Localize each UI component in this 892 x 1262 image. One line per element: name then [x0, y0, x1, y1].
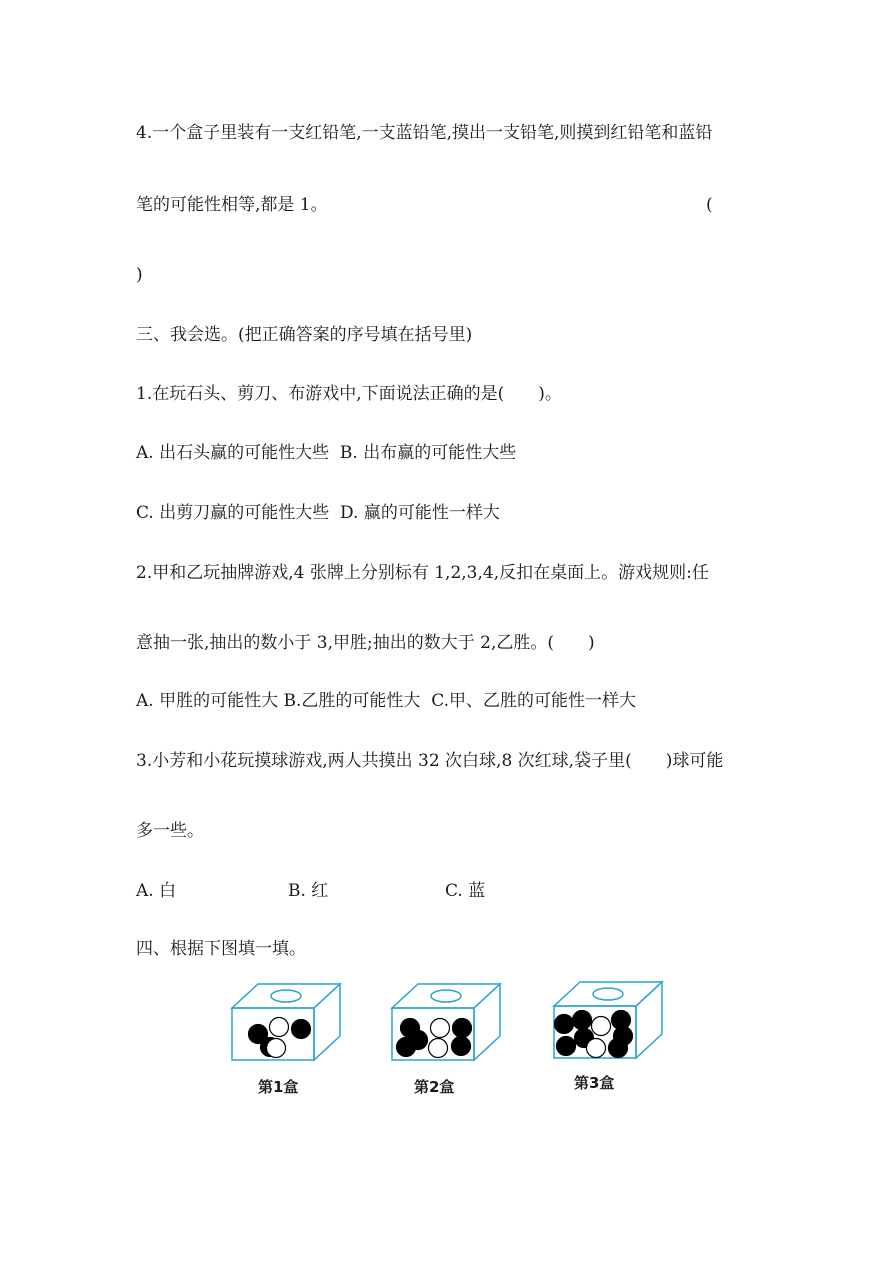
box-2-hole — [431, 990, 461, 1002]
ball-white — [592, 1017, 611, 1036]
box-2-caption: 第2盒 — [414, 1078, 455, 1096]
s3-q2-stem-line1: 2.甲和乙玩抽牌游戏,4 张牌上分别标有 1,2,3,4,反扣在桌面上。游戏规则:任 — [136, 563, 709, 583]
s3-q3-option-b: B. 红 — [288, 881, 329, 901]
box-figure-svg — [226, 978, 676, 1078]
box-figure — [226, 978, 676, 1096]
s3-q2-stem-line2: 意抽一张,抽出的数小于 3,甲胜;抽出的数大于 2,乙胜。( ) — [136, 633, 595, 653]
box-3-balls — [555, 1011, 633, 1058]
box-2-balls — [397, 1019, 472, 1058]
ball-black — [452, 1037, 471, 1056]
s3-q3-stem-line2: 多一些。 — [136, 821, 204, 841]
ball-black — [453, 1019, 472, 1038]
s3-q2-options: A. 甲胜的可能性大 B.乙胜的可能性大 C.甲、乙胜的可能性一样大 — [136, 691, 636, 711]
ball-black — [573, 1011, 592, 1030]
s3-q3-stem-line1: 3.小芳和小花玩摸球游戏,两人共摸出 32 次白球,8 次红球,袋子里( )球可能 — [136, 751, 724, 771]
ball-black — [555, 1015, 574, 1034]
ball-black — [557, 1037, 576, 1056]
ball-black — [397, 1038, 416, 1057]
box-2-top-face — [392, 984, 500, 1008]
section3-heading: 三、我会选。(把正确答案的序号填在括号里) — [136, 325, 473, 345]
ball-white — [431, 1019, 450, 1038]
s3-q3-option-c: C. 蓝 — [445, 881, 486, 901]
ball-white — [429, 1039, 448, 1058]
ball-black — [292, 1020, 311, 1039]
box-3-hole — [593, 988, 623, 1000]
box-1-top-face — [232, 984, 340, 1008]
ball-black — [609, 1039, 628, 1058]
s3-q1-stem: 1.在玩石头、剪刀、布游戏中,下面说法正确的是( )。 — [136, 384, 562, 404]
q4-line2: 笔的可能性相等,都是 1。 — [136, 195, 328, 215]
box-2-side-face — [474, 984, 500, 1060]
box-1-balls — [249, 1018, 311, 1058]
box-3-caption: 第3盒 — [574, 1074, 615, 1092]
section4-heading: 四、根据下图填一填。 — [136, 939, 306, 959]
ball-white — [270, 1018, 289, 1037]
ball-white — [587, 1039, 606, 1058]
box-1-hole — [271, 990, 301, 1002]
q4-line1: 4.一个盒子里装有一支红铅笔,一支蓝铅笔,摸出一支铅笔,则摸到红铅笔和蓝铅 — [136, 123, 713, 143]
s3-q3-option-a: A. 白 — [136, 881, 177, 901]
ball-white — [267, 1039, 286, 1058]
box-3-top-face — [554, 982, 662, 1006]
q4-answer-paren-close: ) — [136, 265, 143, 285]
s3-q1-options-ab: A. 出石头赢的可能性大些 B. 出布赢的可能性大些 — [136, 443, 517, 463]
s3-q1-options-cd: C. 出剪刀赢的可能性大些 D. 赢的可能性一样大 — [136, 503, 500, 523]
q4-answer-paren-open: ( — [706, 195, 713, 215]
box-1-caption: 第1盒 — [258, 1078, 299, 1096]
box-3-side-face — [636, 982, 662, 1058]
box-1-side-face — [314, 984, 340, 1060]
